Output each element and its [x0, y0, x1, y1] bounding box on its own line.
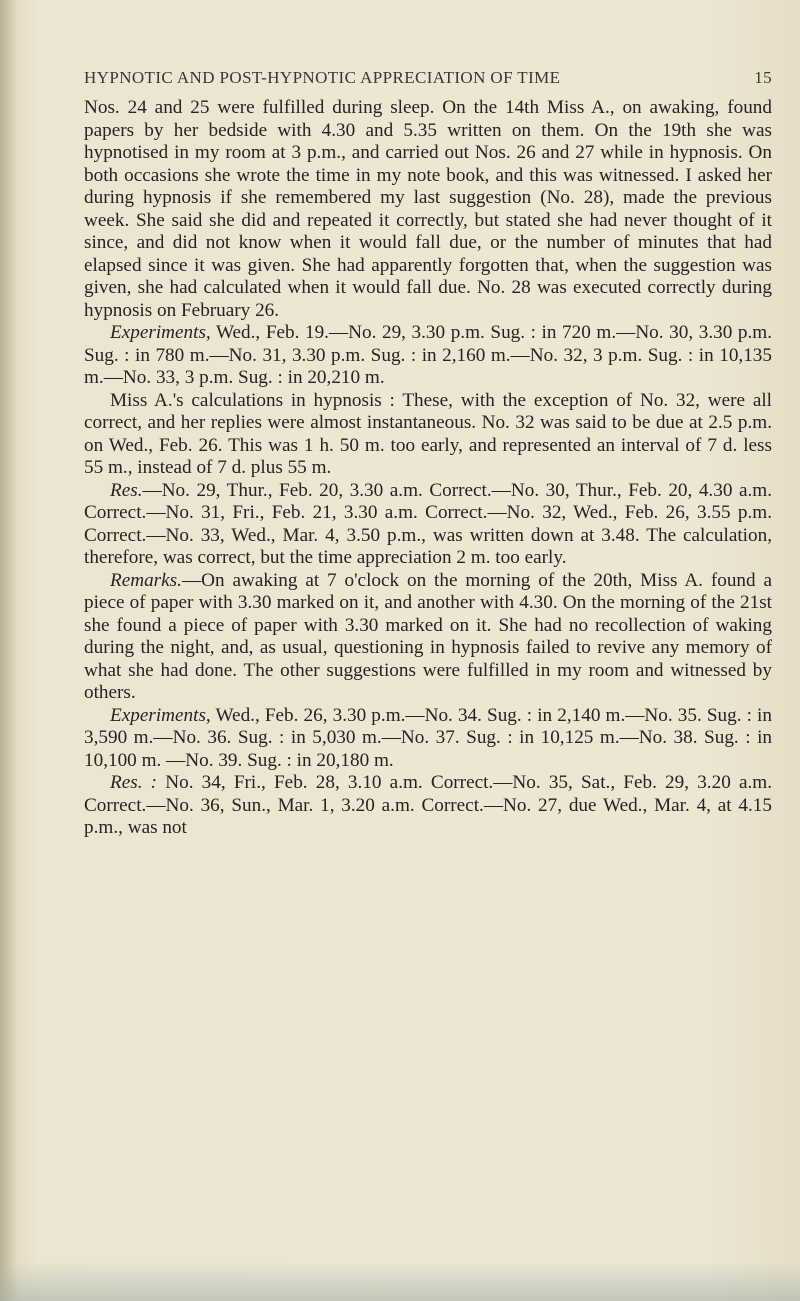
paragraph-lead: Res. — [110, 479, 143, 501]
paragraph: Experiments, Wed., Feb. 26, 3.30 p.m.—No. 34. Sug. : in 2,140 m.—No. 35. Sug. : in 3,590 m.—No. 36. Sug. : in 5,030 m.—No. 37. Sug. : in 10,125 m.—No. 38. Sug. : in 10,100 m. —No. 39. Sug. : in 20,180 m. — [84, 704, 772, 771]
bottom-edge-shadow — [0, 1261, 800, 1301]
paragraph-lead: Res. : — [110, 772, 158, 793]
paragraph: Remarks.—On awaking at 7 o'clock on the morning of the 20th, Miss A. found a piece of paper with 3.30 marked on it, and another with 4.30. On the morning of the 21st she found a piece of paper with 3.30 marked on it. She had no recollection of waking during the night, and, as usual, questioning in hypnosis failed to revive any memory of what she had done. The other suggestions were fulfilled in my room and witnessed by others. — [84, 569, 772, 703]
running-title: HYPNOTIC AND POST-HYPNOTIC APPRECIATION OF TIME — [84, 68, 561, 87]
paragraph: Experiments, Wed., Feb. 19.—No. 29, 3.30 p.m. Sug. : in 720 m.—No. 30, 3.30 p.m. Sug. : in 780 m.—No. 31, 3.30 p.m. Sug. : in 2,160 m.—No. 32, 3 p.m. Sug. : in 10,135 m.—No. 33, 3 p.m. Sug. : in 20,210 m. — [84, 322, 772, 388]
paragraph: Res.—No. 29, Thur., Feb. 20, 3.30 a.m. Correct.—No. 30, Thur., Feb. 20, 4.30 a.m. Correct.—No. 31, Fri., Feb. 21, 3.30 a.m. Correct.—No. 32, Wed., Feb. 26, 3.55 p.m. Correct.—No. 33, Wed., Mar. 4, 3.50 p.m., was written down at 3.48. The calculation, therefore, was correct, but the time appreciation 2 m. too early. — [84, 479, 772, 568]
paragraph-lead: Experiments, — [110, 322, 211, 343]
binding-shadow — [0, 0, 18, 1301]
page-number: 15 — [754, 68, 772, 87]
body-text — [84, 97, 772, 840]
paragraph: Res. : No. 34, Fri., Feb. 28, 3.10 a.m. Correct.—No. 35, Sat., Feb. 29, 3.20 a.m. Correct.—No. 36, Sun., Mar. 1, 3.20 a.m. Correct.—No. 27, due Wed., Mar. 4, at 4.15 p.m., was not — [84, 772, 773, 838]
paragraph-lead: Remarks. — [110, 569, 182, 591]
paragraph: Nos. 24 and 25 were fulfilled during sleep. On the 14th Miss A., on awaking, found papers by her bedside with 4.30 and 5.35 written on them. On the 19th she was hypnotised in my room at 3 p.m., and carried out Nos. 26 and 27 while in hypnosis. On both occasions she wrote the time in my note book, and this was witnessed. I asked her during hypnosis if she remembered my last suggestion (No. 28), made the previous week. She said she did and repeated it correctly, but stated she had never thought of it since, and did not know when it would fall due, or the number of minutes that had elapsed since it was given. She had apparently forgotten that, when the suggestion was given, she had calculated when it would fall due. No. 28 was executed correctly during hypnosis on February 26. — [84, 97, 772, 321]
paragraph: Miss A.'s calculations in hypnosis : These, with the exception of No. 32, were all correct, and her replies were almost instantaneous. No. 32 was said to be due at 2.5 p.m. on Wed., Feb. 26. This was 1 h. 50 m. too early, and represented an interval of 7 d. less 55 m., instead of 7 d. plus 55 m. — [84, 389, 772, 478]
paragraph-lead: Experiments, — [110, 704, 211, 726]
